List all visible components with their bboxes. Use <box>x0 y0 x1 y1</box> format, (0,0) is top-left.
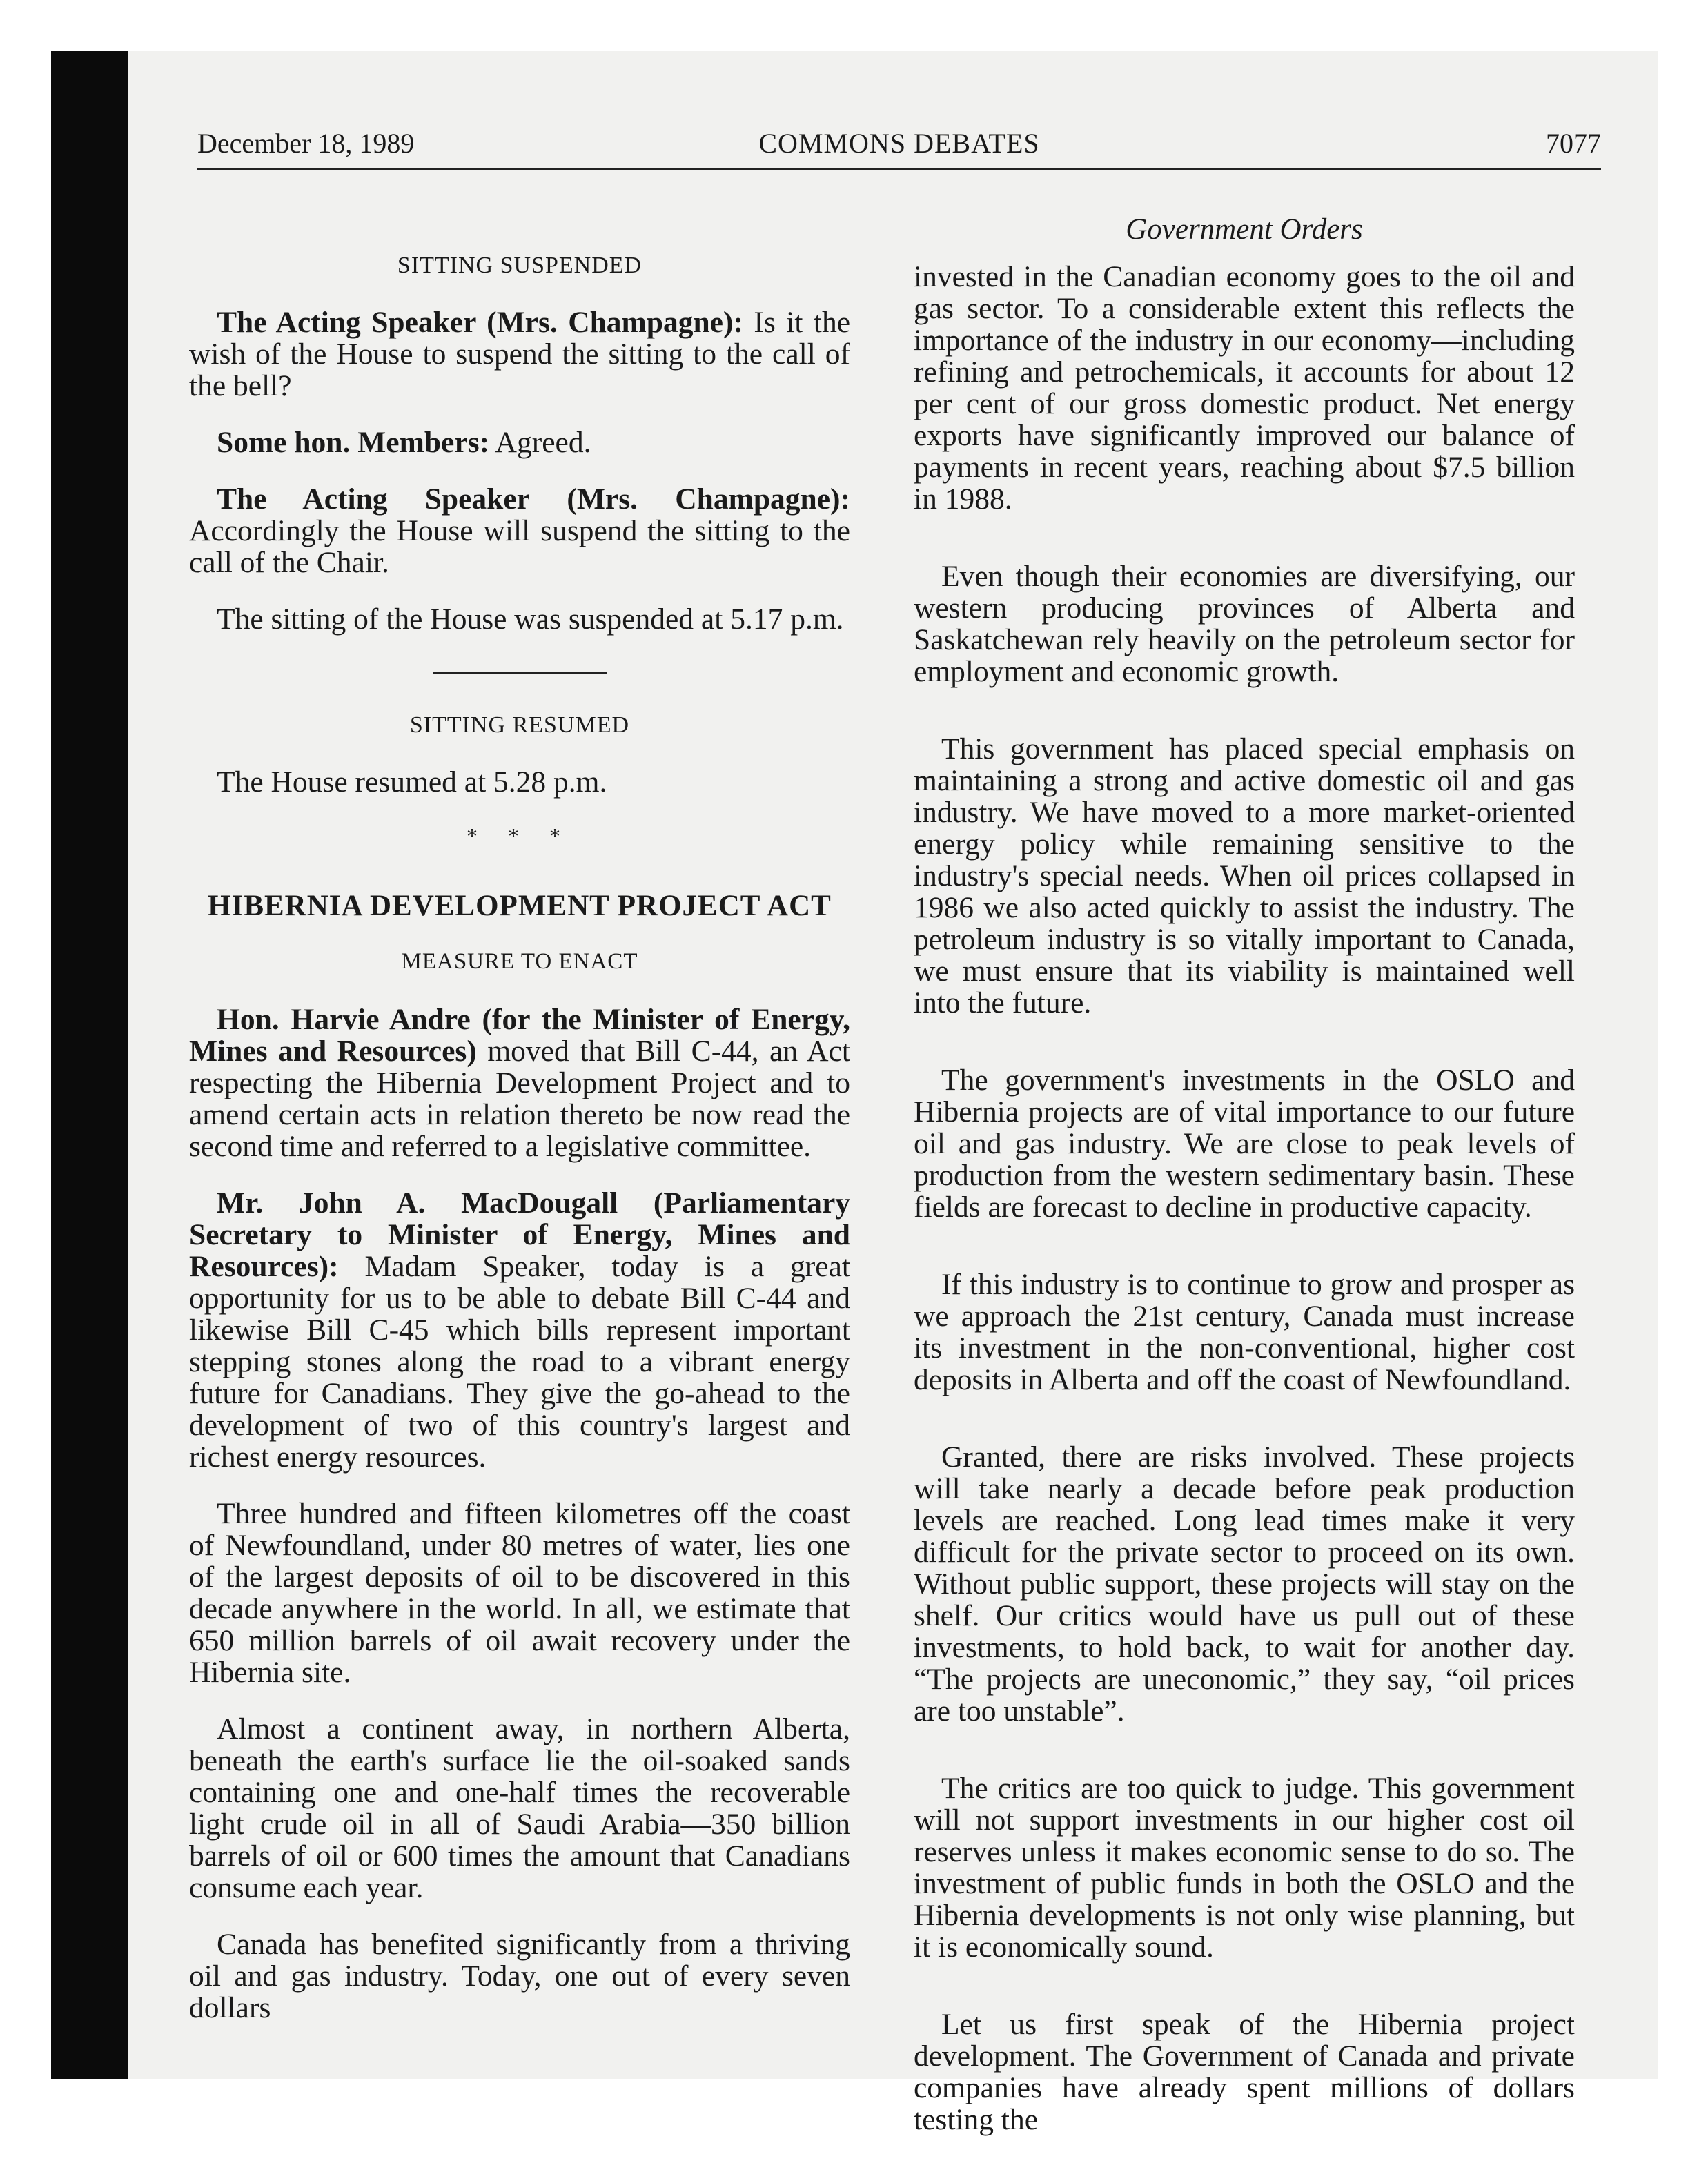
paragraph-text: Three hundred and fifteen kilometres off the coast of Newfoundland, under 80 metres of water, lies one of the largest deposits of oil to be discovered in this decade anywhere in the world. In all, we estimate that 650 million barrels of oil await recovery under the Hibernia site. <box>189 1497 850 1689</box>
paragraph-text: If this industry is to continue to grow and prosper as we approach the 21st century, Canada must increase its investment in the non-conventional, higher cost deposits in Alberta and off the coast of Newfoundland. <box>914 1268 1575 1396</box>
paragraph <box>914 2008 1575 2135</box>
speaker-name: The Acting Speaker (Mrs. Champagne): <box>217 306 743 339</box>
heading-sitting-resumed: SITTING RESUMED <box>409 712 630 738</box>
paragraph-text: Even though their economies are diversifying, our western producing provinces of Alberta and Saskatchewan rely heavily on the petroleum sector for employment and economic growth. <box>914 560 1575 688</box>
paragraph-text: Canada has benefited significantly from a thriving oil and gas industry. Today, one out of every seven dollars <box>189 1928 850 2024</box>
paragraph-text: Is it the wish of the House to suspend the sitting to the call of the bell? <box>189 306 850 402</box>
paragraph-text: Agreed. <box>489 426 591 459</box>
paragraph <box>189 306 850 402</box>
binding-edge <box>51 51 128 2079</box>
paragraph-text: moved that Bill C-44, an Act respecting the Hibernia Development Project and to amend certain acts in relation thereto be now read the second time and referred to a legislative committee. <box>189 1035 850 1163</box>
section-rubric: Government Orders <box>1126 213 1363 246</box>
paragraph <box>189 766 850 798</box>
paragraph <box>914 1269 1575 1396</box>
paragraph-text: The sitting of the House was suspended at 5.17 p.m. <box>217 603 844 636</box>
paragraph-text: invested in the Canadian economy goes to the oil and gas sector. To a considerable extent this reflects the importance of the industry in our economy—including refining and petrochemicals, it accounts for about 12 per cent of our gross domestic product. Net energy exports have significantly improved our balance of payments in recent years, reaching about $7.5 billion in 1988. <box>914 260 1575 516</box>
speaker-name: Some hon. Members: <box>217 426 490 459</box>
paragraph <box>189 1004 850 1162</box>
section-divider <box>433 672 607 674</box>
paragraph <box>189 427 850 458</box>
section-subtitle: MEASURE TO ENACT <box>401 949 638 974</box>
paragraph-text: The critics are too quick to judge. This government will not support investments in our higher cost oil reserves unless it makes economic sense to do so. The investment of public funds in both the OSLO and the Hibernia developments is not only wise planning, but it is economically sound. <box>914 1772 1575 1964</box>
paragraph-text: This government has placed special emphasis on maintaining a strong and active domestic oil and gas industry. We have moved to a more market-oriented energy policy while remaining sensitive to the industry's special needs. When oil prices collapsed in 1986 we also acted quickly to assist the industry. The petroleum industry is so vitally important to Canada, we must ensure that its viability is maintained well into the future. <box>914 732 1575 1019</box>
paragraph <box>189 1713 850 1904</box>
speaker-name: The Acting Speaker (Mrs. Champagne): <box>217 482 850 516</box>
paragraph <box>189 1187 850 1473</box>
running-header <box>197 127 1601 170</box>
header-date: December 18, 1989 <box>197 128 415 159</box>
paragraph-text: Accordingly the House will suspend the sitting to the call of the Chair. <box>189 514 850 579</box>
speaker-name: Mr. John A. MacDougall (Parliamentary Secretary to Minister of Energy, Mines and Resources): <box>189 1186 850 1283</box>
paragraph <box>914 1064 1575 1223</box>
paragraph-text: Almost a continent away, in northern Alberta, beneath the earth's surface lie the oil-soaked sands containing one and one-half times the recoverable light crude oil in all of Saudi Arabia—350 billion barrels of oil or 600 times the amount that Canadians consume each year. <box>189 1712 850 1904</box>
asterisk-separator: * * * <box>467 823 573 848</box>
paragraph <box>914 733 1575 1019</box>
paragraph-text: Let us first speak of the Hibernia project development. The Government of Canada and private companies have already spent millions of dollars testing the <box>914 2008 1575 2136</box>
paragraph <box>189 1498 850 1688</box>
left-column <box>189 250 850 2048</box>
paragraph-text: The government's investments in the OSLO and Hibernia projects are of vital importance to our future oil and gas industry. We are close to peak levels of production from the western sedimentary basin. These fields are forecast to decline in productive capacity. <box>914 1064 1575 1224</box>
header-publication: COMMONS DEBATES <box>758 128 1040 159</box>
paragraph <box>914 1772 1575 1963</box>
heading-sitting-suspended: SITTING SUSPENDED <box>397 253 642 278</box>
paragraph-text: The House resumed at 5.28 p.m. <box>217 765 607 799</box>
paragraph <box>914 261 1575 515</box>
paragraph <box>189 483 850 578</box>
paragraph <box>189 1928 850 2024</box>
paragraph <box>914 1441 1575 1727</box>
speaker-name: Hon. Harvie Andre (for the Minister of Energy, Mines and Resources) <box>189 1003 850 1068</box>
right-column <box>914 214 1575 2181</box>
paragraph <box>914 560 1575 687</box>
paragraph-text: Granted, there are risks involved. These projects will take nearly a decade before peak production levels are reached. Long lead times make it very difficult for the private sector to proceed on its own. Without public support, these projects will stay on the shelf. Our critics would have us pull out of these investments, to hold back, to wait for another day. “The projects are uneconomic,” they say, “oil prices are too unstable”. <box>914 1440 1575 1728</box>
section-title: HIBERNIA DEVELOPMENT PROJECT ACT <box>208 890 832 922</box>
scanned-page <box>51 51 1658 2136</box>
paragraph <box>189 603 850 635</box>
header-page-number: 7077 <box>1546 128 1601 159</box>
paragraph-text: Madam Speaker, today is a great opportunity for us to be able to debate Bill C-44 and likewise Bill C-45 which bills represent important stepping stones along the road to a vibrant energy future for Canadians. They give the go-ahead to the development of two of this country's largest and richest energy resources. <box>189 1250 850 1474</box>
